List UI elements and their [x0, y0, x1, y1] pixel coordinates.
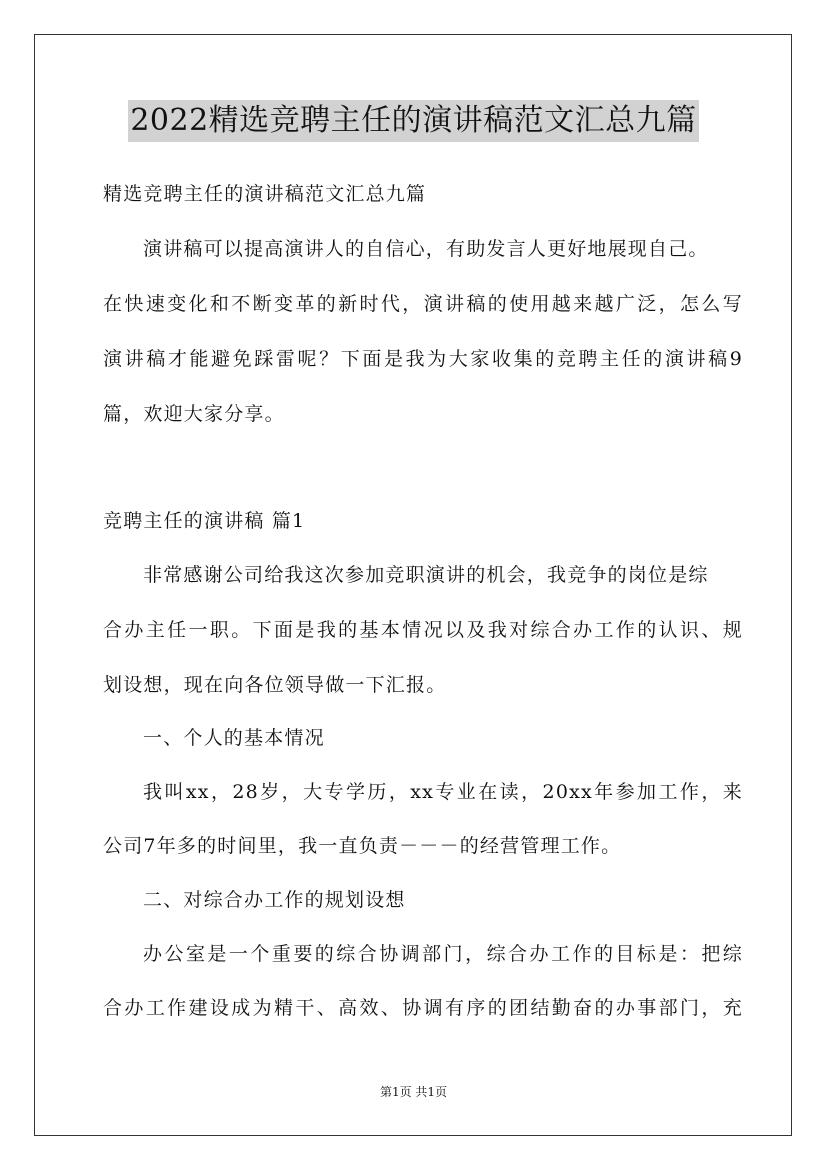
paragraph-line: 合办工作建设成为精干、高效、协调有序的团结勤奋的办事部门，充: [103, 997, 743, 1019]
paragraph-line: 办公室是一个重要的综合协调部门，综合办工作的目标是：把综: [143, 943, 743, 965]
subtitle-line: 精选竞聘主任的演讲稿范文汇总九篇: [103, 183, 427, 205]
paragraph-line: 在快速变化和不断变革的新时代，演讲稿的使用越来越广泛，怎么写: [103, 293, 743, 315]
page-footer: 第1页 共1页: [379, 1085, 448, 1099]
paragraph-line: 演讲稿才能避免踩雷呢？下面是我为大家收集的竞聘主任的演讲稿9: [103, 348, 743, 370]
paragraph-line: 篇，欢迎大家分享。: [103, 403, 285, 425]
document-title-block: [0, 100, 827, 142]
paragraph-line: 合办主任一职。下面是我的基本情况以及我对综合办工作的认识、规: [103, 619, 743, 641]
paragraph-line: 非常感谢公司给我这次参加竞职演讲的机会，我竞争的岗位是综: [143, 564, 709, 586]
document-title: 2022精选竞聘主任的演讲稿范文汇总九篇: [128, 100, 698, 142]
paragraph-line: 演讲稿可以提高演讲人的自信心，有助发言人更好地展现自己。: [143, 238, 709, 260]
paragraph-line: 公司7年多的时间里，我一直负责－－－的经营管理工作。: [103, 835, 622, 857]
paragraph-line: 我叫xx，28岁，大专学历，xx专业在读，20xx年参加工作，来: [143, 781, 743, 803]
subsection-heading: 二、对综合办工作的规划设想: [143, 889, 406, 911]
paragraph-line: 划设想，现在向各位领导做一下汇报。: [103, 674, 447, 696]
section-heading: 竞聘主任的演讲稿 篇1: [103, 510, 306, 532]
subsection-heading: 一、个人的基本情况: [143, 727, 325, 749]
